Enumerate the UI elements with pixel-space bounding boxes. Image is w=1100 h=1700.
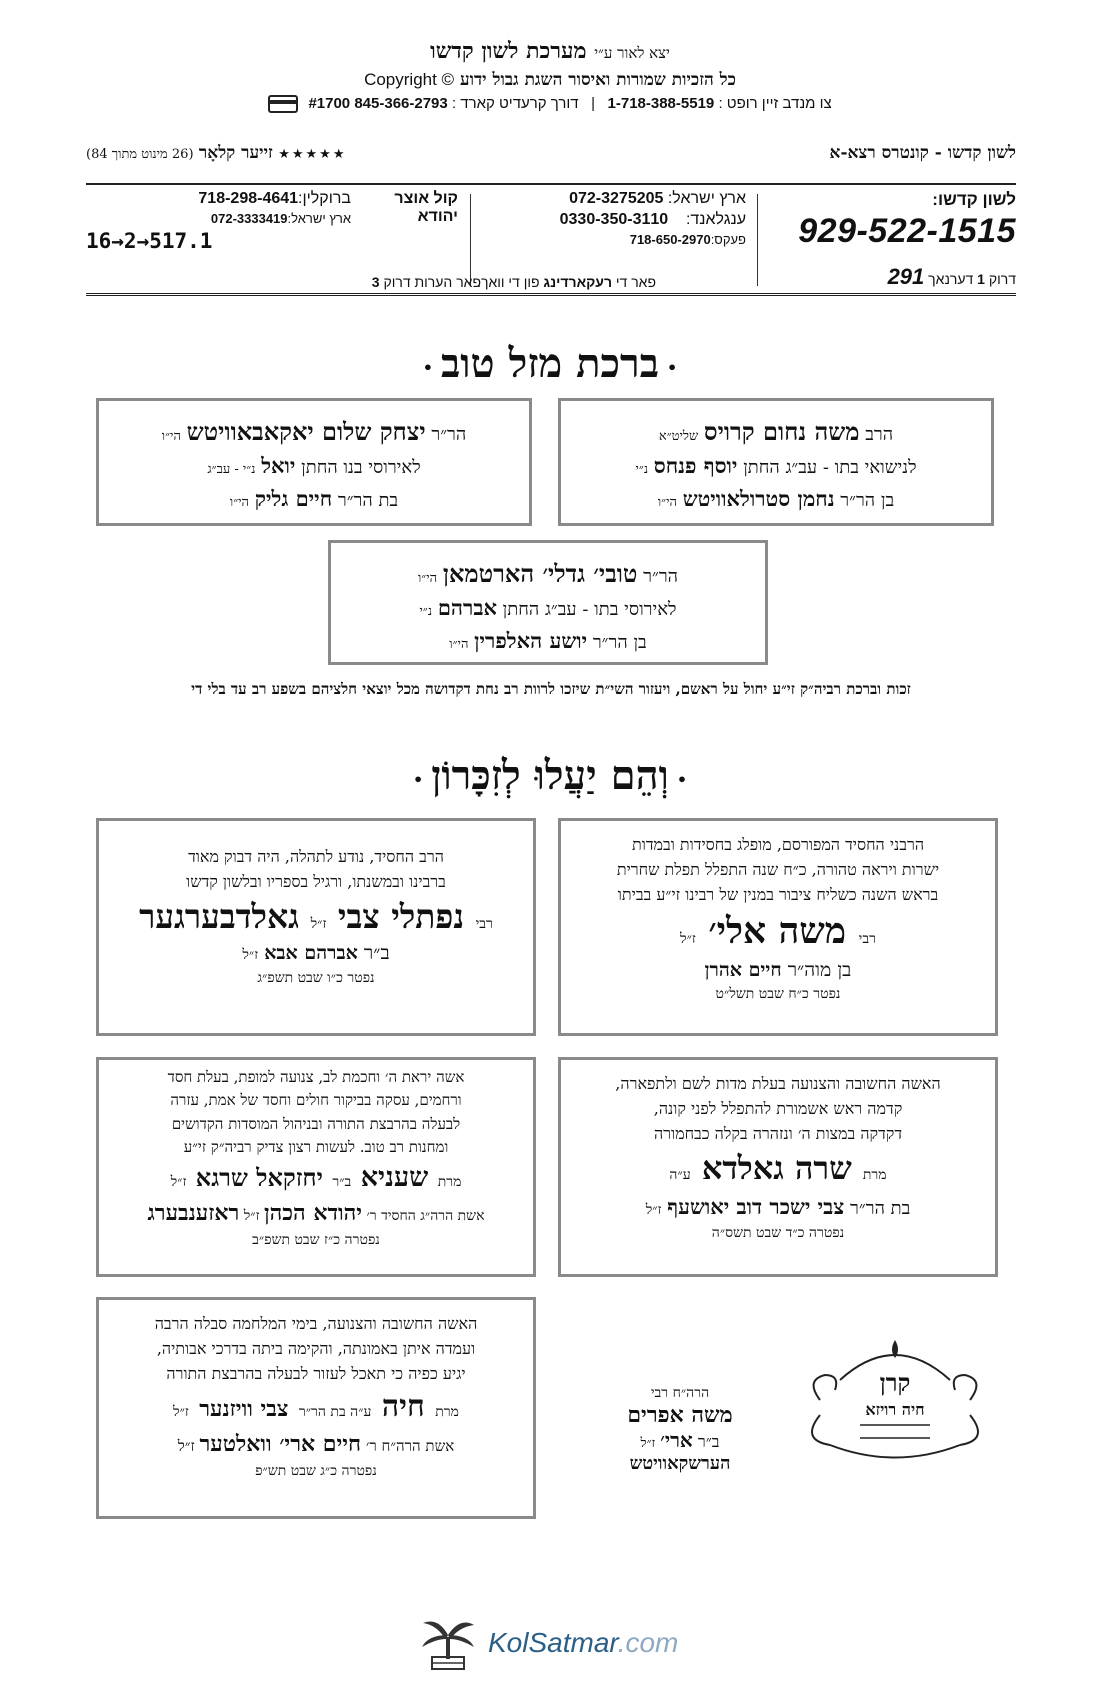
- text-memorial-m4-date: נפטרה כ״ז שבט תשפ״ב: [252, 1231, 380, 1248]
- text-memorial-m1-date: נפטר כ״ח שבט תשל״ט: [715, 986, 841, 1003]
- week-label: פון די וואך.: [477, 274, 540, 290]
- text-memorial-m4-father-suf: ז״ל: [170, 1174, 187, 1190]
- emblem-subtitle: חיה רויזא: [865, 1400, 925, 1419]
- text-memorial-m1-text-2: בראש השנה כשליח ציבור במנין של רבינו זי״ע בביתו: [617, 884, 939, 904]
- text-mazal-boxes-2-l3-pre: בן הר״ר: [592, 631, 647, 653]
- text-memorial-m3-father: צבי ישכר דוב יאושעף: [667, 1194, 845, 1220]
- palm-tree-icon: [418, 1615, 478, 1673]
- text-memorial-m2-pre: רבי: [475, 915, 493, 932]
- credit-phone: 845-366-2793 #1700: [308, 95, 448, 112]
- text-mazal-boxes-1-l1-suf: הי״ו: [161, 429, 181, 444]
- text-memorial-m3-text-1: קדמה ראש אשמורת להתפלל לפני קונה,: [653, 1098, 903, 1118]
- text-memorial-m5-text-0: האשה החשובה והצנועה, בימי המלחמה סבלה הרבה: [154, 1314, 478, 1333]
- text-memorial-m1-father: חיים אהרן: [704, 958, 782, 981]
- text-mazal-boxes-0-l3-name: נחמן סטרולאוויטש: [682, 485, 835, 511]
- donate-label: צו מנדב זיין רופט :: [718, 95, 832, 112]
- memorial-heading: [0, 752, 1100, 799]
- text-mazal-boxes-1-l3-pre: בת הר״ר: [337, 489, 399, 511]
- text-side-t3-suf: ז״ל: [640, 1436, 656, 1451]
- side-title: הרה״ח רבי: [650, 1385, 710, 1401]
- text-memorial-m4-text-3: ומחנות רב טוב. לעשות רצון צדיק רביה״ק זי״ע: [183, 1137, 449, 1156]
- text-memorial-m4-husband-surname: ראזענבערג: [147, 1199, 240, 1226]
- brand-text: [488, 1627, 678, 1659]
- memorial-box: [558, 818, 998, 1036]
- israel-phone: 072-3275205: [569, 190, 664, 207]
- text-memorial-m2-suf: ז״ל: [310, 915, 327, 932]
- mazal-tov-box: [558, 398, 994, 526]
- mazal-tov-heading: [0, 340, 1100, 387]
- text-mazal-boxes-1-l1-name: יצחק שלום יאקאבאוויטש: [186, 417, 426, 446]
- memorial-box: [96, 1057, 536, 1277]
- dial-sequence: 16→2→517.1: [86, 229, 213, 253]
- text-mazal-boxes-0-l2-pre: לנישואי בתו - עב״ג החתן: [743, 457, 917, 479]
- israel-label: ארץ ישראל:: [667, 190, 746, 207]
- press-label: דרוק: [988, 271, 1016, 287]
- memorial-box: [558, 1057, 998, 1277]
- text-memorial-m3-father-suf: ז״ל: [645, 1202, 662, 1219]
- press-number: 1: [977, 271, 985, 287]
- text-memorial-m4-name: שעניא: [360, 1162, 429, 1193]
- side-name: משה אפרים: [627, 1402, 733, 1428]
- text-mazal-boxes-0-l2-name: יוסף פנחס: [653, 453, 738, 479]
- side-memorial: [600, 1385, 760, 1474]
- side-father: [600, 1428, 760, 1453]
- text-mazal-boxes-2-l2-pre: לאירוסי בתו - עב״ג החתן: [502, 599, 677, 621]
- publisher-prefix: יצא לאור ע״י: [594, 44, 670, 62]
- text-mazal-boxes-0-l1-suf: שליט״א: [658, 429, 699, 444]
- side-surname: הערשקאוויטש: [629, 1453, 731, 1474]
- israel2-phone: 072-3333419: [210, 211, 288, 226]
- duration-text: (26 מינוט מתוך 84): [86, 147, 194, 162]
- mazal-tov-box: [96, 398, 532, 526]
- text-memorial-m2-date: נפטר כ״ו שבט תשפ״ג: [257, 969, 375, 986]
- text-mazal-boxes-1-l3-suf: הי״ו: [229, 494, 250, 510]
- text-mazal-boxes-2-l3-name: יושע האלפרין: [474, 627, 588, 653]
- text-memorial-m2-surname: גאלדבערגער: [139, 896, 300, 936]
- rule-bottom: [86, 293, 1016, 298]
- text-memorial-m5-name: חיה: [381, 1389, 425, 1425]
- text-mazal-boxes-1-l2-name: יואל: [261, 453, 296, 479]
- bullet-icon: •: [422, 357, 434, 377]
- text-mazal-boxes-1-l3-name: חיים גליק: [254, 485, 333, 511]
- text-memorial-m4-text-2: לבעלה בהרבצת התורה ובניהול המוסדות הקדושים: [171, 1114, 461, 1133]
- rights-line: [150, 70, 950, 90]
- text-mazal-boxes-1-l2-suf: נ״י - עב״ג: [207, 462, 256, 478]
- text-mazal-boxes-0-l1-pre: הרב: [865, 424, 894, 445]
- credit-label: דורך קרעדיט קארד :: [451, 95, 579, 112]
- contact-line: [150, 95, 950, 113]
- comments-label: פאר הערות דרוק: [383, 274, 481, 290]
- text-memorial-m3-date: נפטרה כ״ד שבט תשס״ה: [711, 1224, 845, 1241]
- text-memorial-m5-pre: מרת: [435, 1404, 459, 1421]
- text-memorial-m4-text-0: אשה יראת ה׳ וחכמת לב, צנועה למופת, בעלת חסד: [167, 1068, 465, 1086]
- text-memorial-m1-suf: ז״ל: [680, 931, 696, 948]
- bullet-icon: •: [676, 769, 688, 789]
- bullet-icon: •: [666, 357, 678, 377]
- england-label: ענגלאנד:: [685, 211, 746, 228]
- main-line-column: [766, 190, 1016, 251]
- text-mazal-boxes-0-l3-suf: הי״ו: [657, 494, 677, 510]
- israel2-label: ארץ ישראל:: [287, 211, 351, 226]
- text-memorial-m3-suf: ע״ה: [669, 1167, 691, 1184]
- then-label: דערנאך: [928, 271, 974, 287]
- credit-card-icon: [268, 95, 298, 113]
- text-memorial-m2-name: נפתלי צבי: [337, 896, 465, 936]
- clarity-label: זייער קלאָר: [198, 143, 273, 163]
- text-memorial-m4-father: יחזקאל שרגא: [195, 1163, 323, 1192]
- recording-label: רעקארדינג: [543, 274, 613, 290]
- star-icon: ★★★★★: [278, 147, 347, 162]
- main-line-phone: 929-522-1515: [798, 212, 1016, 250]
- fax-phone: 718-650-2970: [629, 232, 711, 247]
- donate-phone: 1-718-388-5519: [607, 95, 715, 112]
- text-memorial-m5-father-suf: ז״ל: [173, 1404, 189, 1421]
- rights-text: כל הזכיות שמורות ואיסור השגת גבול ידוע: [460, 70, 736, 90]
- kol-otzar-column: [86, 190, 351, 253]
- emblem-title: קרן: [879, 1368, 911, 1397]
- booklet-title: לשון קדשו - קונטרס רצא-א: [829, 143, 1016, 163]
- text-memorial-m3-name: שרה גאלדא: [701, 1149, 852, 1188]
- text-memorial-m3-father-pre: בת הר״ר: [850, 1198, 911, 1220]
- clarity-rating: [86, 143, 346, 163]
- mazal-tov-box: [328, 540, 768, 665]
- text-memorial-m1-text-1: ישרות ויראה טהורה, כ״ח שנה התפלל תפלת שחרית: [616, 859, 940, 879]
- text-memorial-m3-text-0: האשה החשובה והצנועה בעלת מדות לשם ולתפארה,: [615, 1074, 941, 1093]
- text-memorial-m2-father-pre: ב״ר: [363, 942, 390, 965]
- text-mazal-boxes-1-l2-pre: לאירוסי בנו החתן: [301, 457, 421, 479]
- dedication-text: זכות וברכת רביה״ק זי״ע יחול על ראשם, ויעזור השי״ת שיזכו לרוות רב נחת דקדושה מכל יוצאי חלציהם בשפע רב עד בלי די: [191, 680, 911, 698]
- text-memorial-m5-father: צבי וויזנער: [199, 1396, 289, 1423]
- text-mazal-boxes-0-l1-name: משה נחום קרויס: [703, 417, 860, 446]
- publisher-line: [150, 38, 950, 64]
- brooklyn-phone: 718-298-4641: [198, 190, 299, 207]
- divider: [757, 194, 758, 286]
- footer-logo: [418, 1615, 708, 1675]
- text-memorial-m4-husband: יהודא הכהן: [263, 1199, 363, 1226]
- brooklyn-label: ברוקלין:: [298, 190, 351, 207]
- memorial-box: [96, 1297, 536, 1519]
- text-footer-brand-a: KolSatmar: [488, 1627, 618, 1658]
- extension-number: 291: [887, 264, 925, 289]
- text-mazal-boxes-2-l1-pre: הר״ר: [643, 566, 679, 587]
- memorial-box: [96, 818, 536, 1036]
- text-memorial-m1-father-pre: בן מוה״ר: [787, 958, 852, 981]
- rule-top: [86, 183, 1016, 185]
- copyright-text: Copyright ©: [364, 70, 455, 89]
- text-memorial-m5-husband: חיים ארי׳ וואלטער: [199, 1431, 362, 1458]
- memorial-title: וְהֵם יַעֲלוּ לְזִכָּרוֹן: [431, 752, 669, 799]
- text-mazal-boxes-2-l3-suf: הי״ו: [449, 636, 469, 652]
- text-memorial-m1-pre: רבי: [858, 931, 876, 948]
- text-memorial-m3-pre: מרת: [862, 1167, 887, 1184]
- text-side-t3-pre: ב״ר: [697, 1432, 720, 1451]
- fax-label: פעקס:: [710, 232, 746, 247]
- header: [150, 38, 950, 113]
- text-memorial-m4-husband-suf: ז״ל: [243, 1207, 260, 1224]
- publisher-name: מערכת לשון קדשו: [430, 38, 587, 64]
- bullet-icon: •: [412, 769, 424, 789]
- text-memorial-m2-text-0: הרב החסיד, נודע לתהלה, היה דבוק מאוד: [188, 847, 444, 866]
- text-footer-brand-b: .com: [617, 1627, 679, 1658]
- text-memorial-m5-text-1: ועמדה איתן באמונתה, והקימה ביתה בדרכי אבותיה,: [156, 1338, 476, 1358]
- divider: [470, 194, 471, 286]
- separator: |: [591, 95, 595, 112]
- text-mazal-boxes-2-l2-name: אברהם: [437, 595, 497, 621]
- mazal-tov-title: ברכת מזל טוב: [441, 340, 659, 387]
- text-mazal-boxes-0-l3-pre: בן הר״ר: [840, 489, 895, 511]
- for-label: פאר די: [615, 274, 656, 290]
- text-memorial-m5-mid: ע״ה בת הר״ר: [298, 1404, 372, 1421]
- text-memorial-m2-father-suf: ז״ל: [242, 947, 259, 964]
- text-memorial-m5-husband-pre: אשת הרה״ח ר׳: [365, 1437, 455, 1456]
- text-side-t3-name: ארי׳: [660, 1428, 693, 1452]
- text-memorial-m1-name: משה אלי׳: [708, 910, 847, 953]
- text-memorial-m5-date: נפטרה כ״ג שבט תש״פ: [255, 1463, 377, 1480]
- text-memorial-m5-text-2: יגיע כפיה כי תאכל לעזור לבעלה בהרבצת התורה: [166, 1363, 466, 1383]
- info-bar: [86, 186, 1016, 292]
- text-mazal-boxes-1-l1-pre: הר״ר: [431, 424, 467, 445]
- text-memorial-m4-pre: מרת: [437, 1174, 462, 1190]
- kol-otzar-label: קול אוצר יהודא: [394, 190, 458, 225]
- text-mazal-boxes-2-l2-suf: נ״י: [419, 604, 433, 620]
- text-memorial-m5-husband-suf: ז״ל: [177, 1437, 195, 1456]
- text-memorial-m4-text-1: ורחמים, עסקה בביקור חולים וחסד של אמת, עזרה: [170, 1091, 462, 1110]
- intl-lines-column: [476, 190, 746, 250]
- main-line-label: לשון קדשו:: [932, 190, 1016, 209]
- text-memorial-m4-father-pre: ב״ר: [332, 1174, 352, 1190]
- text-memorial-m4-husband-pre: אשת הרה״ג החסיד ר׳: [366, 1207, 485, 1224]
- text-mazal-boxes-0-l2-suf: נ״י: [635, 462, 649, 478]
- text-memorial-m3-text-2: דקדקה במצות ה׳ ונזהרה בקלה כבחמורה: [653, 1123, 903, 1143]
- comments-number: 3: [371, 274, 380, 290]
- text-mazal-boxes-2-l1-name: טובי׳ גדלי׳ הארטמאן: [442, 559, 638, 588]
- text-mazal-boxes-2-l1-suf: הי״ו: [417, 571, 438, 586]
- england-phone: 0330-350-3110: [559, 211, 669, 228]
- text-memorial-m2-father: אברהם אבא: [264, 942, 358, 965]
- text-memorial-m1-text-0: הרבני החסיד המפורסם, מופלג בחסידות ובמדות: [631, 835, 925, 854]
- text-memorial-m2-text-1: ברבינו ובמשנתו, ורגיל בספריו ובלשון קדשו: [186, 871, 446, 891]
- title-row: [86, 143, 1016, 167]
